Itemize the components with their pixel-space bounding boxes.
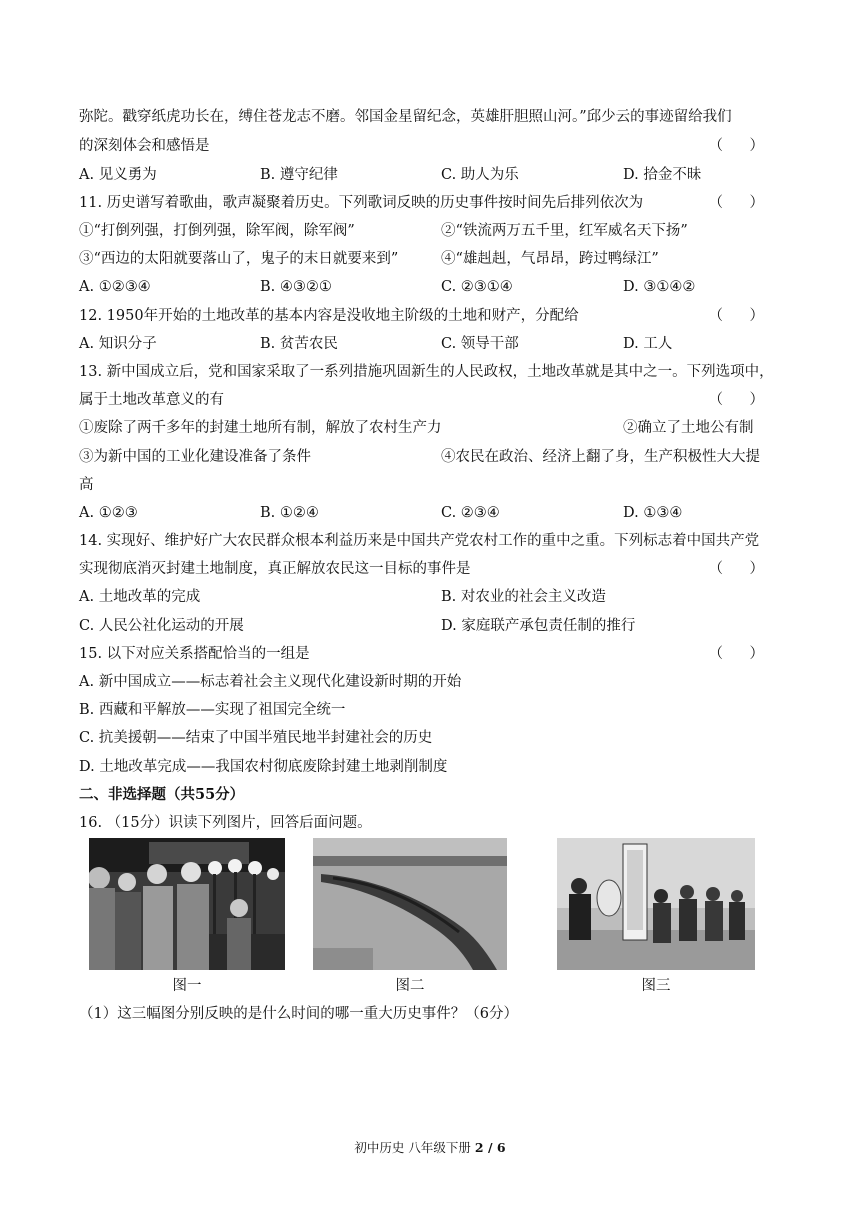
q16-sub-question-1: （1）这三幅图分别反映的是什么时间的哪一重大历史事件？（6分） (79, 1006, 518, 1022)
q11-option-b: B. ④③②① (260, 279, 332, 295)
q14-option-b: B. 对农业的社会主义改造 (441, 589, 606, 605)
q13-item-4: ④农民在政治、经济上翻了身，生产积极性大大提 (441, 449, 760, 465)
figure-2-caption: 图二 (395, 978, 425, 994)
q10-text-line1: 弥陀。戳穿纸虎功长在，缚住苍龙志不磨。邻国金星留纪念，英雄肝胆照山河。”邱少云的事迹留给我们 (79, 109, 732, 125)
figure-1-photo (89, 838, 285, 970)
q12-option-b: B. 贫苦农民 (260, 336, 338, 352)
q13-stem-line1: 13. 新中国成立后，党和国家采取了一系列措施巩固新生的人民政权，土地改革就是其中之一。下列选项中， (79, 364, 774, 380)
q13-answer-paren: （ ） (708, 392, 770, 408)
q11-option-a: A. ①②③④ (79, 279, 151, 295)
page-footer (0, 1138, 860, 1156)
figure-2-photo (313, 838, 507, 970)
q13-option-d: D. ①③④ (623, 505, 683, 521)
q14-stem-line1: 14. 实现好、维护好广大农民群众根本利益历来是中国共产党农村工作的重中之重。下列标志着中国共产党 (79, 533, 760, 549)
q14-option-d: D. 家庭联产承包责任制的推行 (441, 618, 636, 634)
q15-option-a: A. 新中国成立——标志着社会主义现代化建设新时期的开始 (79, 674, 462, 690)
q11-item-2: ②“铁流两万五千里，红军威名天下扬” (441, 223, 688, 239)
figure-3-photo (557, 838, 755, 970)
q13-item-1: ①废除了两千多年的封建土地所有制，解放了农村生产力 (79, 420, 442, 436)
q11-item-3: ③“西边的太阳就要落山了，鬼子的末日就要来到” (79, 251, 399, 267)
q15-stem: 15. 以下对应关系搭配恰当的一组是 (79, 646, 310, 662)
q12-option-a: A. 知识分子 (79, 336, 157, 352)
q10-option-c: C. 助人为乐 (441, 167, 519, 183)
q10-option-b: B. 遵守纪律 (260, 167, 338, 183)
q15-option-b: B. 西藏和平解放——实现了祖国完全统一 (79, 702, 346, 718)
q12-option-d: D. 工人 (623, 336, 673, 352)
q11-answer-paren: （ ） (708, 195, 770, 211)
q13-option-c: C. ②③④ (441, 505, 500, 521)
q14-stem-line2: 实现彻底消灭封建土地制度，真正解放农民这一目标的事件是 (79, 561, 471, 577)
figure-3-caption: 图三 (641, 978, 671, 994)
q13-option-a: A. ①②③ (79, 505, 138, 521)
q10-option-d: D. 拾金不昧 (623, 167, 702, 183)
q13-item-3: ③为新中国的工业化建设准备了条件 (79, 449, 311, 465)
q12-stem: 12. 1950年开始的土地改革的基本内容是没收地主阶级的土地和财产，分配给 (79, 308, 579, 324)
q11-option-c: C. ②③①④ (441, 279, 513, 295)
q12-answer-paren: （ ） (708, 308, 770, 324)
q11-item-4: ④“雄赳赳，气昂昂，跨过鸭绿江” (441, 251, 659, 267)
q13-item-4-cont: 高 (79, 477, 94, 493)
q14-option-c: C. 人民公社化运动的开展 (79, 618, 244, 634)
q15-answer-paren: （ ） (708, 646, 770, 662)
q13-option-b: B. ①②④ (260, 505, 319, 521)
q15-option-d: D. 土地改革完成——我国农村彻底废除封建土地剥削制度 (79, 759, 448, 775)
q14-answer-paren: （ ） (708, 561, 770, 577)
figure-1-caption: 图一 (172, 978, 202, 994)
q11-stem: 11. 历史谱写着歌曲，歌声凝聚着历史。下列歌词反映的历史事件按时间先后排列依次为 (79, 195, 644, 211)
q10-answer-paren: （ ） (708, 138, 770, 154)
q11-option-d: D. ③①④② (623, 279, 696, 295)
q11-item-1: ①“打倒列强，打倒列强，除军阀，除军阀” (79, 223, 355, 239)
q15-option-c: C. 抗美援朝——结束了中国半殖民地半封建社会的历史 (79, 730, 433, 746)
q10-text-line2: 的深刻体会和感悟是 (79, 138, 210, 154)
section-2-title: 二、非选择题（共55分） (79, 786, 245, 803)
footer-text: 初中历史 八年级下册 (354, 1140, 471, 1155)
q10-option-a: A. 见义勇为 (79, 167, 157, 183)
q13-item-2: ②确立了土地公有制 (623, 420, 754, 436)
q13-stem-line2: 属于土地改革意义的有 (79, 392, 224, 408)
q14-option-a: A. 土地改革的完成 (79, 589, 201, 605)
page-number: 2 / 6 (474, 1140, 506, 1155)
q16-stem: 16. （15分）识读下列图片，回答后面问题。 (79, 815, 372, 831)
q12-option-c: C. 领导干部 (441, 336, 519, 352)
